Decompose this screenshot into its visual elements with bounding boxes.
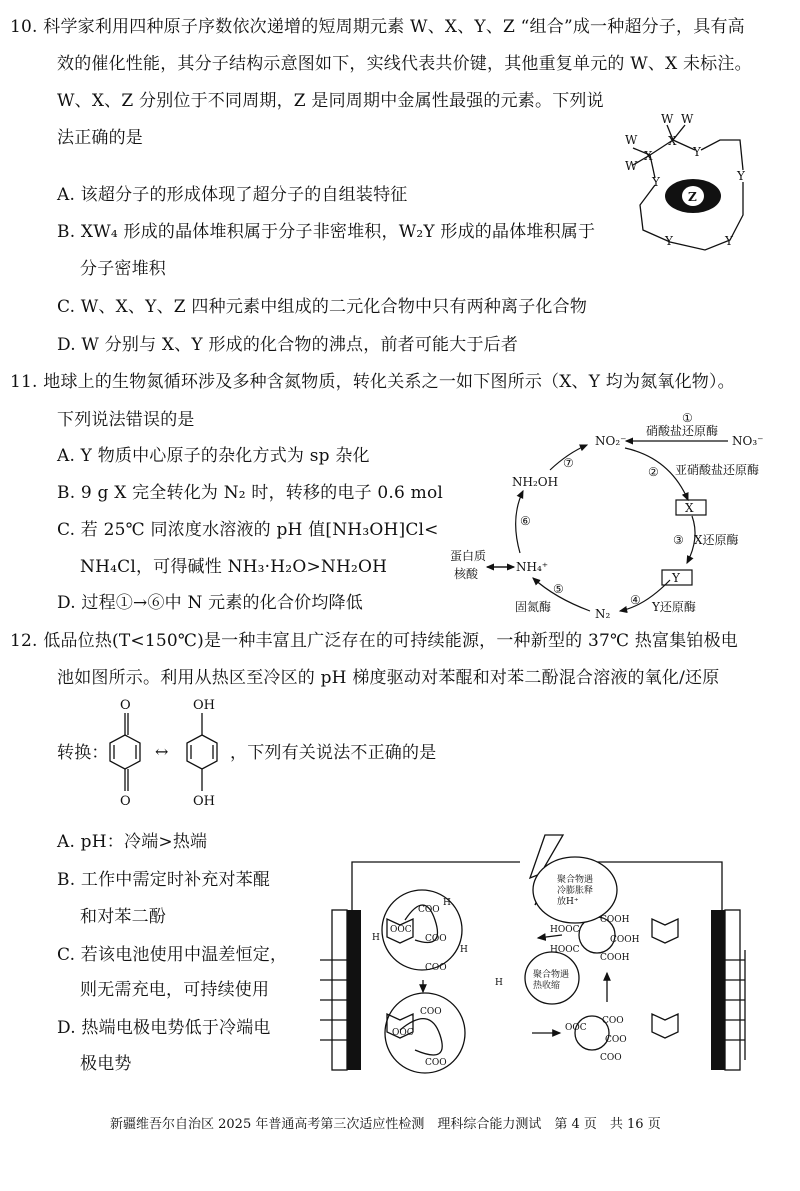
atom-y-label: Y xyxy=(693,145,701,159)
atom-y-label: Y xyxy=(652,175,660,189)
y-reductase-label: Y还原酶 xyxy=(652,600,696,614)
q12-option-d: D. 热端电极电势低于冷端电 xyxy=(57,1018,271,1038)
thermal-battery-diagram xyxy=(320,830,800,1080)
q10-stem-line: 效的催化性能，其分子结构示意图如下，实线代表共价键，其他重复单元的 W、X 未标注。 xyxy=(57,54,752,74)
nitrogen-cycle-diagram xyxy=(430,408,800,620)
q12-option-c: C. 若该电池使用中温差恒定， xyxy=(57,945,288,965)
step-7-label: ⑦ xyxy=(563,456,574,470)
carboxylate-label: OOC xyxy=(392,1028,414,1038)
bubble-expand-text: 聚合物遇 xyxy=(557,875,594,885)
hydroxyl-label: OH xyxy=(193,794,215,809)
bubble-shrink-text: 聚合物遇 xyxy=(533,970,570,980)
q11-option-c: C. 若 25℃ 同浓度水溶液的 pH 值[NH₃OH]Cl< xyxy=(57,520,439,540)
q12-option-d-cont: 极电势 xyxy=(80,1054,132,1074)
carboxylic-acid-label: COOH xyxy=(610,935,640,945)
q10-stem-line: W、X、Z 分别位于不同周期，Z 是同周期中金属性最强的元素。下列说 xyxy=(57,91,604,111)
proton-label: H xyxy=(495,978,503,988)
atom-y-label: Y xyxy=(665,234,673,248)
q12-stem-line: 12. 低品位热(T<150℃)是一种丰富且广泛存在的可持续能源，一种新型的 37℃ 热富集铂极电 xyxy=(10,631,739,651)
q10-option-b-cont: 分子密堆积 xyxy=(80,259,166,279)
carboxylate-label: OOC xyxy=(565,1023,587,1033)
carboxylic-acid-label: HOOC xyxy=(550,945,580,955)
nitrogenase-label: 固氮酶 xyxy=(515,600,552,614)
bubble-expand-text: 冷膨胀释 xyxy=(557,886,594,896)
step-5-label: ⑤ xyxy=(553,582,564,596)
ammonium-label: NH₄⁺ xyxy=(516,560,549,574)
q11-stem-line: 11. 地球上的生物氮循环涉及多种含氮物质，转化关系之一如下图所示（X、Y 均为氮氧化物）。 xyxy=(10,372,735,392)
atom-w-label: W xyxy=(661,112,674,126)
q12-option-a: A. pH：冷端>热端 xyxy=(57,832,208,852)
carboxylate-label: COO xyxy=(425,934,447,944)
q12-option-c-cont: 则无需充电，可持续使用 xyxy=(80,980,270,1000)
nucleic-acid-label: 核酸 xyxy=(454,567,479,581)
q10-option-b: B. XW₄ 形成的晶体堆积属于分子非密堆积，W₂Y 形成的晶体堆积属于 xyxy=(57,222,596,242)
q10-option-c: C. W、X、Y、Z 四种元素中组成的二元化合物中只有两种离子化合物 xyxy=(57,297,588,317)
carboxylic-acid-label: COOH xyxy=(600,915,630,925)
carboxylate-label: OOC xyxy=(390,925,412,935)
q10-option-d: D. W 分别与 X、Y 形成的化合物的沸点，前者可能大于后者 xyxy=(57,335,519,355)
carboxylate-label: COO xyxy=(420,1007,442,1017)
carboxylate-label: COO xyxy=(602,1016,624,1026)
proton-label: H xyxy=(443,898,451,908)
step-2-label: ② xyxy=(648,465,659,479)
carboxylate-label: COO xyxy=(425,963,447,973)
n2-label: N₂ xyxy=(595,607,611,620)
q12-stem-line: 池如图所示。利用从热区至冷区的 pH 梯度驱动对苯醌和对苯二酚混合溶液的氧化/还原 xyxy=(57,668,720,688)
proton-label: H xyxy=(372,933,380,943)
quinone-hydroquinone-structures xyxy=(100,695,230,810)
bubble-expand-text: 放H⁺ xyxy=(557,897,579,907)
q12-convert-tail: ，下列有关说法不正确的是 xyxy=(230,743,437,763)
q11-option-a: A. Y 物质中心原子的杂化方式为 sp 杂化 xyxy=(57,446,370,466)
atom-x-label: X xyxy=(668,134,677,148)
q11-option-d: D. 过程①→⑥中 N 元素的化合价均降低 xyxy=(57,593,363,613)
nitrite-label: NO₂⁻ xyxy=(595,434,627,448)
carboxylate-label: COO xyxy=(605,1035,627,1045)
proton-label: H xyxy=(460,945,468,955)
oxygen-label: O xyxy=(120,698,131,713)
nitrate-reductase-label: 硝酸盐还原酶 xyxy=(646,424,719,438)
step-6-label: ⑥ xyxy=(520,514,531,528)
step-1-label: ① xyxy=(682,411,693,425)
equilibrium-arrow: ↔ xyxy=(155,742,169,761)
hydroxyl-label: OH xyxy=(193,698,215,713)
carboxylate-label: COO xyxy=(425,1058,447,1068)
q12-convert-label: 转换： xyxy=(57,743,109,763)
oxygen-label: O xyxy=(120,794,131,809)
step-3-label: ③ xyxy=(673,533,684,547)
y-box-label: Y xyxy=(672,571,680,585)
atom-z-label: Z xyxy=(688,190,697,204)
atom-w-label: W xyxy=(681,112,694,126)
q10-stem-line: 法正确的是 xyxy=(57,128,143,148)
step-4-label: ④ xyxy=(630,593,641,607)
carboxylic-acid-label: HOOC xyxy=(550,925,580,935)
carboxylate-label: COO xyxy=(600,1053,622,1063)
q10-stem-line: 10. 科学家利用四种原子序数依次递增的短周期元素 W、X、Y、Z “组合”成一种超分子，具有高 xyxy=(10,17,745,37)
x-reductase-label: X还原酶 xyxy=(694,533,739,547)
atom-w-label: W xyxy=(625,133,638,147)
x-box-label: X xyxy=(685,501,694,515)
bubble-shrink-text: 热收缩 xyxy=(533,981,561,991)
atom-y-label: Y xyxy=(725,234,733,248)
carboxylate-label: COO xyxy=(418,905,440,915)
q12-option-b: B. 工作中需定时补充对苯醌 xyxy=(57,870,271,890)
q11-option-b: B. 9 g X 完全转化为 N₂ 时，转移的电子 0.6 mol xyxy=(57,483,444,503)
q11-option-c-cont: NH₄Cl，可得碱性 NH₃·H₂O>NH₂OH xyxy=(80,557,388,577)
protein-label: 蛋白质 xyxy=(450,549,487,563)
atom-w-label: W xyxy=(625,159,638,173)
q12-option-b-cont: 和对苯二酚 xyxy=(80,907,166,927)
carboxylic-acid-label: COOH xyxy=(600,953,630,963)
page-footer: 新疆维吾尔自治区 2025 年普通高考第三次适应性检测 理科综合能力测试 第 4 页 共 16 页 xyxy=(110,1117,661,1132)
supramolecule-diagram xyxy=(615,110,785,260)
hydroxylamine-label: NH₂OH xyxy=(512,475,559,489)
q11-stem-line: 下列说法错误的是 xyxy=(57,410,195,430)
nitrate-label: NO₃⁻ xyxy=(732,434,764,448)
atom-y-label: Y xyxy=(737,169,745,183)
q10-option-a: A. 该超分子的形成体现了超分子的自组装特征 xyxy=(57,185,408,205)
atom-x-label: X xyxy=(644,149,653,163)
nitrite-reductase-label: 亚硝酸盐还原酶 xyxy=(675,463,760,477)
